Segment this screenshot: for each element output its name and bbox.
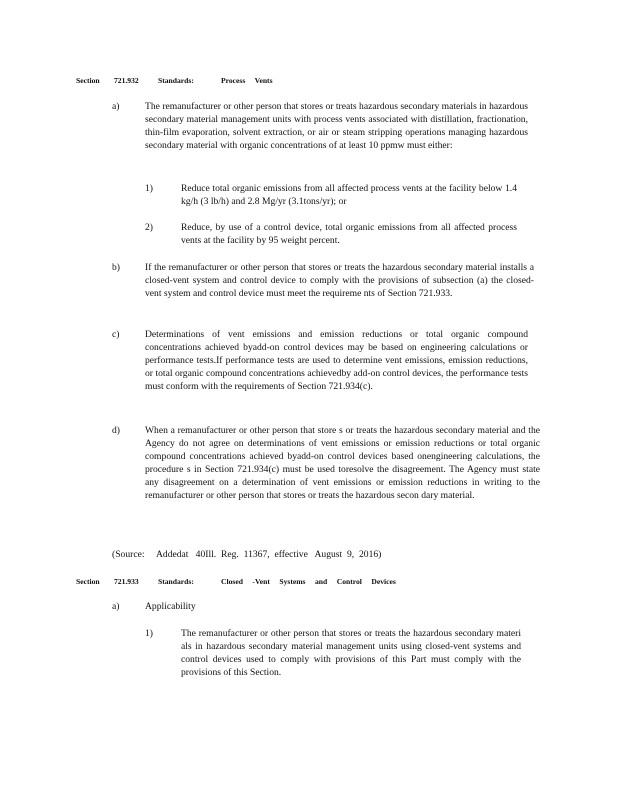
- source-note: (Source: Addedat 40Ill. Reg. 11367, effective August 9, 2016): [112, 549, 382, 560]
- standards-word: Standards:: [158, 76, 194, 85]
- section-number: 721.932: [114, 76, 139, 85]
- section-word: Section: [76, 76, 100, 85]
- section-heading-721-933: [76, 577, 396, 586]
- section-heading-721-932: [76, 76, 273, 85]
- subsection-label: b): [112, 262, 120, 273]
- section-title: Process Vents: [221, 76, 273, 85]
- subsection-label: a): [112, 101, 120, 112]
- paragraph-label: 1): [145, 183, 153, 194]
- standards-word: Standards:: [158, 577, 194, 586]
- paragraph-text: Reduce total organic emissions from all affected process vents at the facility below 1.4 kg/h (3 lb/h) and 2.8 Mg/yr (3.1tons/yr); or: [181, 183, 517, 207]
- paragraph-label: 2): [145, 222, 153, 233]
- paragraph-text: The remanufacturer or other person that stores or treats the hazardous secondary materi als in hazardous secondary material management units using closed-vent systems and control devices used to comply with provisions of this Part must comply with the provisions of this Section.: [181, 628, 521, 678]
- subsection-heading: Applicability: [145, 601, 196, 612]
- section-title: Closed -Vent Systems and Control Devices: [221, 577, 396, 586]
- subsection-label: c): [112, 329, 120, 340]
- paragraph-text: Reduce, by use of a control device, total organic emissions from all affected process vents at the facility by 95 weight percent.: [181, 222, 517, 246]
- subsection-text: The remanufacturer or other person that stores or treats hazardous secondary materials in hazardous secondary material management units with process vents associated with distillation, fractionation, thin-film evaporation, solvent extraction, or air or steam stripping operations managing hazardous secondary material with organic concentrations of at least 10 ppmw must either:: [145, 101, 528, 151]
- section-number: 721.933: [114, 577, 139, 586]
- subsection-label: a): [112, 601, 120, 612]
- subsection-text: When a remanufacturer or other person that store s or treats the hazardous secondary material and the Agency do not agree on determinations of vent emissions or emission reductions or total organic compound concentrations achieved byadd-on control devices based onengineering calculations, the procedure s in Section 721.934(c) must be used toresolve the disagreement. The Agency must state any disagreement on a determination of vent emissions or emission reductions in writing to the remanufacturer or other person that stores or treats the hazardous secon dary material.: [145, 425, 540, 501]
- subsection-text: Determinations of vent emissions and emission reductions or total organic compound concentrations achieved byadd-on control devices may be based on engineering calculations or performance tests.If performance tests are used to determine vent emissions, emission reductions, or total organic compound concentrations achievedby add-on control devices, the performance tests must conform with the requirements of Section 721.934(c).: [145, 329, 528, 392]
- subsection-label: d): [112, 425, 120, 436]
- subsection-text: If the remanufacturer or other person that stores or treats the hazardous secondary material installs a closed-vent system and control device to comply with the provisions of subsection (a) the closed-vent system and control device must meet the requireme nts of Section 721.933.: [145, 262, 534, 299]
- section-word: Section: [76, 577, 100, 586]
- subsection-applicability: [112, 600, 312, 614]
- paragraph-label: 1): [145, 628, 153, 639]
